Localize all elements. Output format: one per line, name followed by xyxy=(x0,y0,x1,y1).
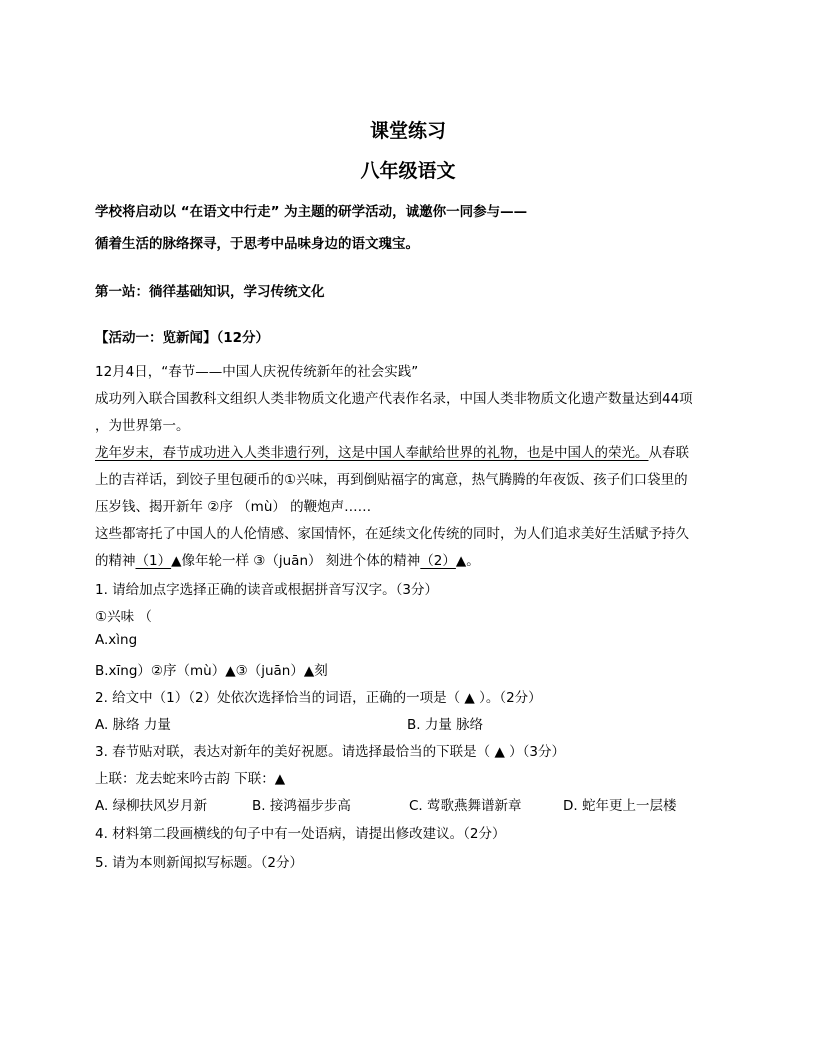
article-line-8-c: ▲像年轮一样 ③（juān） 刻进个体的精神 xyxy=(171,553,421,569)
question-3-option-d: D. 蛇年更上一层楼 xyxy=(563,798,677,814)
article-line-2: 成功列入联合国教科文组织人类非物质文化遗产代表作名录，中国人类非物质文化遗产数量达到44项 xyxy=(95,391,693,407)
question-2-option-a: A. 脉络 力量 xyxy=(95,717,171,733)
article-line-4-rest: 从春联 xyxy=(648,445,689,461)
question-3-option-a: A. 绿柳扶风岁月新 xyxy=(95,798,208,814)
intro-line-2: 循着生活的脉络探寻，于思考中品味身边的语文瑰宝。 xyxy=(95,236,419,252)
activity-heading: 【活动一：览新闻】（12分） xyxy=(95,330,270,346)
question-1-line-a: ①兴味 （ xyxy=(95,609,152,625)
question-3-option-c: C. 莺歌燕舞谱新章 xyxy=(409,798,522,814)
article-line-8-e: ▲。 xyxy=(455,553,480,569)
question-4-stem: 4. 材料第二段画横线的句子中有一处语病，请提出修改建议。（2分） xyxy=(95,826,506,842)
intro-line-1: 学校将启动以 “在语文中行走” 为主题的研学活动，诚邀你一同参与—— xyxy=(95,204,528,220)
article-line-4 xyxy=(95,441,689,461)
question-5-stem: 5. 请为本则新闻拟写标题。（2分） xyxy=(95,855,304,871)
page-title: 课堂练习 xyxy=(369,120,446,142)
article-line-8-a: 的精神 xyxy=(95,553,136,569)
article-line-8 xyxy=(95,549,480,569)
question-3-couplet: 上联：龙去蛇来吟古韵 下联：▲ xyxy=(95,771,286,787)
question-2-stem: 2. 给文中（1）（2）处依次选择恰当的词语，正确的一项是（ ▲ ）。（2分） xyxy=(95,690,542,706)
article-line-3: ，为世界第一。 xyxy=(95,418,190,434)
blank-2: （2） xyxy=(420,553,456,569)
question-2-option-b: B. 力量 脉络 xyxy=(407,717,484,733)
question-3-stem: 3. 春节贴对联，表达对新年的美好祝愿。请选择最恰当的下联是（ ▲ ）（3分） xyxy=(95,744,565,760)
question-1-stem: 1. 请给加点字选择正确的读音或根据拼音写汉字。（3分） xyxy=(95,582,439,598)
question-1-line-b: A.xìng xyxy=(95,632,138,648)
underlined-sentence: 龙年岁末，春节成功进入人类非遗行列，这是中国人奉献给世界的礼物，也是中国人的荣光。 xyxy=(95,445,649,461)
question-1-line-c: B.xīng）②序（mù）▲③（juān）▲刻 xyxy=(95,663,328,679)
article-line-1: 12月4日，“春节——中国人庆祝传统新年的社会实践” xyxy=(95,364,419,380)
page-subtitle: 八年级语文 xyxy=(360,160,456,182)
article-line-5: 上的吉祥话，到饺子里包硬币的①兴味，再到倒贴福字的寓意，热气腾腾的年夜饭、孩子们口袋里的 xyxy=(95,472,688,488)
blank-1: （1） xyxy=(135,553,172,569)
question-3-option-b: B. 接鸿福步步高 xyxy=(252,798,351,814)
station-heading: 第一站：徜徉基础知识，学习传统文化 xyxy=(95,284,325,300)
article-line-7: 这些都寄托了中国人的人伦情感、家国情怀，在延续文化传统的同时，为人们追求美好生活赋予持久 xyxy=(95,526,689,542)
article-line-6: 压岁钱、揭开新年 ②序 （mù） 的鞭炮声…… xyxy=(95,499,372,515)
